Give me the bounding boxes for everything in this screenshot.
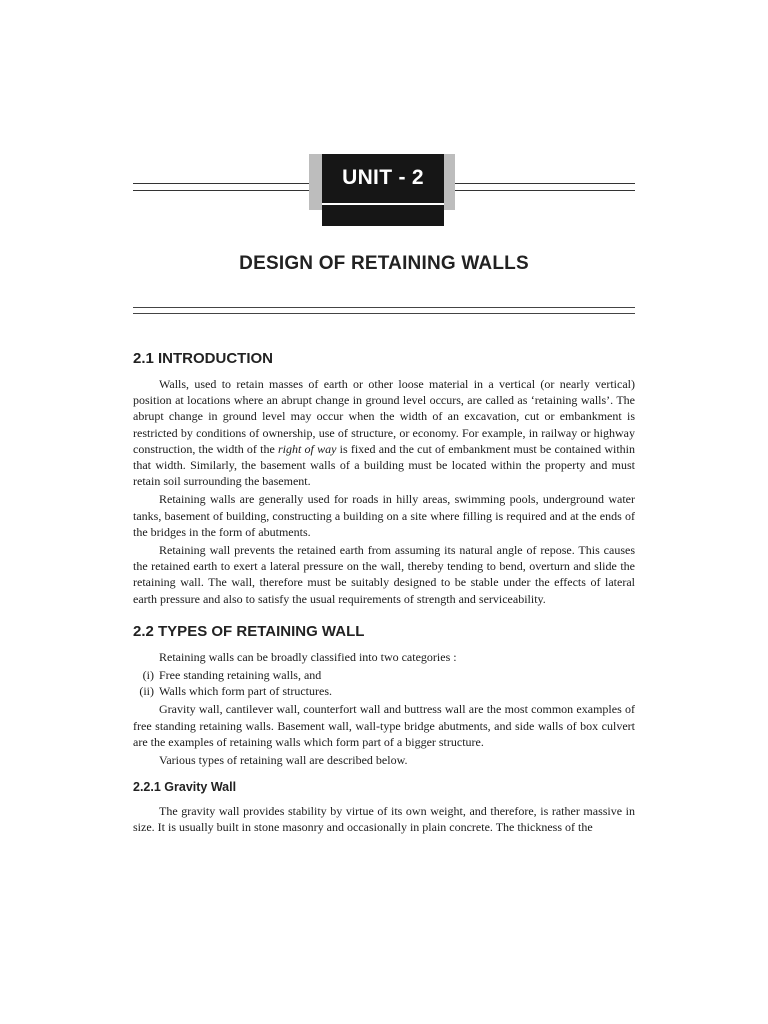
list-item-marker: (i): [142, 668, 154, 683]
chapter-title: DESIGN OF RETAINING WALLS: [239, 253, 529, 274]
unit-underline: [322, 203, 444, 205]
intro-p1-emphasis: right of way: [278, 441, 337, 456]
types-paragraph-3: Various types of retaining wall are described below.: [159, 753, 408, 768]
types-paragraph-2: Gravity wall, cantilever wall, counterfort wall and buttress wall are the most common examples of free standing retaining walls. Basement wall, wall-type bridge abutments, and side walls of box culvert are the examples of retaining walls which form part of a bigger structure.: [133, 702, 635, 749]
intro-p1-before: Walls, used to retain masses of earth or other loose material in a vertical (or nearly vertical) position at locations where an abrupt change in ground level occurs, are called as ‘retaining walls’. The abrupt change in ground level may occur when the width of an excavation, cut or embankment is restricted by conditions of ownership, use of structure, or economy. For example, in railway or highway construction, the width of the: [133, 377, 635, 456]
gravity-paragraph-1: The gravity wall provides stability by virtue of its own weight, and therefore, is rather massive in size. It is usually built in stone masonry and occasionally in plain concrete. The thickness of the: [133, 804, 635, 835]
list-item-marker: (ii): [139, 684, 154, 699]
unit-rule-right: [455, 183, 635, 191]
section-heading-introduction: 2.1 INTRODUCTION: [133, 350, 274, 367]
list-item: [133, 683, 635, 699]
list-item: [133, 667, 635, 683]
list-item-text: Free standing retaining walls, and: [159, 668, 322, 683]
unit-rule-left: [133, 183, 309, 191]
section-heading-types: 2.2 TYPES OF RETAINING WALL: [133, 622, 365, 640]
title-rule: [133, 307, 635, 314]
intro-p1-after: is fixed and the cut of embankment must be contained within that width. Similarly, the basement walls of a building must be located within the property and must retain soil surrounding the basement.: [133, 441, 635, 489]
intro-paragraph-1: [133, 376, 635, 489]
intro-paragraph-2: Retaining walls are generally used for roads in hilly areas, swimming pools, underground water tanks, basement of building, constructing a building on a site where filling is required and at the ends of the bridges in the form of abutments.: [133, 492, 635, 539]
subsection-heading-gravity-wall: 2.2.1 Gravity Wall: [133, 780, 237, 795]
intro-paragraph-3: Retaining wall prevents the retained earth from assuming its natural angle of repose. This causes the retained earth to exert a lateral pressure on the wall, thereby tending to bend, overturn and slide the retaining wall. The wall, therefore must be suitably designed to be stable under the effects of lateral earth pressure and also to satisfy the usual requirements of strength and serviceability.: [133, 543, 635, 606]
page-content: [133, 350, 635, 838]
unit-box: [322, 154, 444, 226]
unit-label: UNIT - 2: [342, 166, 424, 189]
types-paragraph-1: Retaining walls can be broadly classified into two categories :: [159, 649, 457, 664]
list-item-text: Walls which form part of structures.: [159, 684, 332, 699]
types-list: [133, 667, 635, 699]
